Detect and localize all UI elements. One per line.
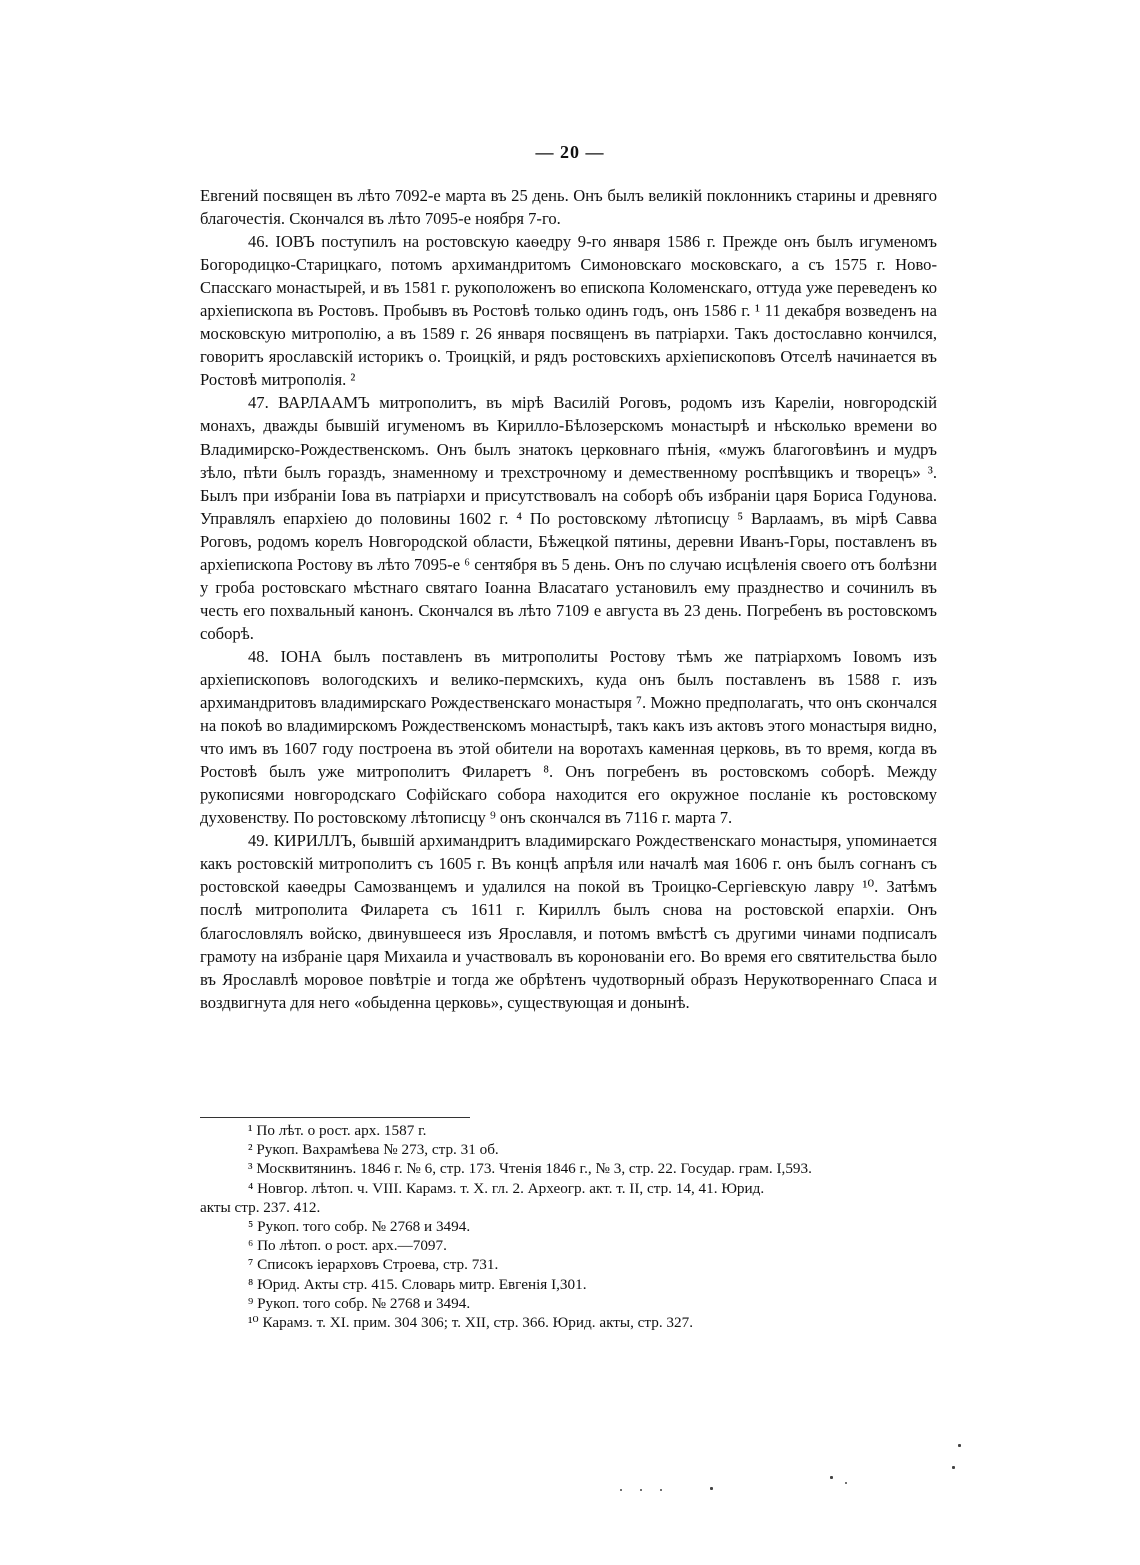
scan-speck (710, 1487, 713, 1490)
footnote-divider (200, 1117, 470, 1118)
main-text (200, 184, 937, 1014)
footnote-9: ⁹ Рукоп. того собр. № 2768 и 3494. (248, 1294, 471, 1312)
paragraph-varlaam: 47. ВАРЛААМЪ митрополитъ, въ мiрѣ Василiй Роговъ, родомъ изъ Карелiи, новгородскiй монахъ, дважды бывшiй игуменомъ въ Кирилло-Бѣлозерскомъ монастырѣ и нѣсколько времени во Владимирско-Рождественскомъ. Онъ былъ знатокъ церковнаго пѣнiя, «мужъ благоговѣинъ и мудръ зѣло, пѣти былъ гораздъ, знаменному и трехстрочному и демественному роспѣвщикъ и творецъ» ³. Былъ при избранiи Iова въ патрiархи и присутствовалъ на соборѣ объ избранiи царя Бориса Годунова. Управлялъ епархiею до половины 1602 г. ⁴ По ростовскому лѣтописцу ⁵ Варлаамъ, въ мiрѣ Савва Роговъ, родомъ корелъ Новгородской области, Бѣжецкой пятины, деревни Иванъ-Горы, поставленъ въ архiепископа Ростову въ лѣто 7095-е ⁶ сентября въ 5 день. Онъ по случаю исцѣленiя своего отъ болѣзни у гроба ростовскаго мѣстнаго святаго Iоанна Власатаго установилъ ему празднество и сочинилъ въ честь его похвальный канонъ. Скончался въ лѣто 7109 е августа въ 23 день. Погребенъ въ ростовскомъ соборѣ. (200, 393, 937, 643)
footnote-6: ⁶ По лѣтоп. о рост. арх.—7097. (248, 1237, 447, 1255)
scan-speck (620, 1489, 622, 1491)
paragraph-iov: 46. IОВЪ поступилъ на ростовскую каѳедру 9-го января 1586 г. Прежде онъ былъ игуменомъ Богородицко-Старицкаго, потомъ архимандритомъ Симоновскаго московскаго, а съ 1575 г. Ново-Спасскаго монастырей, и въ 1581 г. рукоположенъ во епископа Коломенскаго, оттуда уже переведенъ ко архiепископа въ Ростовъ. Пробывъ въ Ростовѣ только одинъ годъ, онъ 1586 г. ¹ 11 декабря возведенъ на московскую митрополiю, а въ 1589 г. 26 января посвященъ въ патрiархи. Такъ достославно кончился, говоритъ ярославскiй историкъ о. Троицкiй, и рядъ ростовскихъ архiепископовъ Отселѣ начинается въ Ростовѣ митрополiя. ² (200, 232, 937, 390)
footnote-5: ⁵ Рукоп. того собр. № 2768 и 3494. (248, 1218, 471, 1236)
page-number: — 20 — (535, 142, 605, 162)
paragraph-iona: 48. IОНА былъ поставленъ въ митрополиты Ростову тѣмъ же патрiархомъ Iовомъ изъ архiепископовъ вологодскихъ и велико-пермскихъ, куда онъ былъ поставленъ въ 1588 г. изъ архимандритовъ владимирскаго Рождественскаго монастыря ⁷. Можно предполагать, что онъ скончался на покоѣ во владимирскомъ Рождественскомъ монастырѣ, такъ какъ изъ актовъ этого монастыря видно, что имъ въ 1607 году построена въ этой обители на воротахъ каменная церковь, въ то время, когда въ Ростовѣ былъ уже митрополитъ Филаретъ ⁸. Онъ погребенъ въ ростовскомъ соборѣ. Между рукописями новгородскаго Софiйскаго собора находится его окружное посланiе къ ростовскому духовенству. По ростовскому лѣтописцу ⁹ онъ скончался въ 7116 г. марта 7. (200, 646, 937, 828)
footnote-4-continued: акты стр. 237. 412. (200, 1198, 321, 1216)
footnote-8: ⁸ Юрид. Акты стр. 415. Словарь митр. Евгенiя I,301. (248, 1275, 587, 1293)
footnote-10: ¹⁰ Карамз. т. XI. прим. 304 306; т. XII, стр. 366. Юрид. акты, стр. 327. (248, 1314, 694, 1332)
paragraph-evgeniy-end: Евгений посвящен въ лѣто 7092-е марта въ 25 день. Онъ былъ великiй поклонникъ старины и древняго благочестiя. Скончался въ лѣто 7095-е ноября 7-го. (200, 186, 937, 229)
scan-specks (600, 1440, 980, 1500)
scan-speck (640, 1489, 642, 1491)
scan-speck (660, 1489, 662, 1491)
scan-speck (952, 1466, 955, 1469)
footnote-1: ¹ По лѣт. о рост. арх. 1587 г. (248, 1122, 427, 1139)
footnote-4: ⁴ Новгор. лѣтоп. ч. VIII. Карамз. т. X. гл. 2. Археогр. акт. т. II, стр. 14, 41. Юрид. (248, 1179, 765, 1197)
scan-speck (845, 1482, 847, 1484)
scan-speck (958, 1444, 961, 1447)
footnote-7: ⁷ Списокъ iерарховъ Строева, стр. 731. (248, 1256, 499, 1274)
footnote-2: ² Рукоп. Вахрамѣева № 273, стр. 31 об. (248, 1141, 499, 1159)
footnote-3: ³ Москвитянинъ. 1846 г. № 6, стр. 173. Чтенiя 1846 г., № 3, стр. 22. Государ. грам. I,593. (248, 1160, 812, 1178)
paragraph-kirill: 49. КИРИЛЛЪ, бывшiй архимандритъ владимирскаго Рождественскаго монастыря, упоминается какъ ростовскiй митрополитъ съ 1605 г. Въ концѣ апрѣля или началѣ мая 1606 г. онъ былъ согнанъ съ ростовской каѳедры Самозванцемъ и удалился на покой въ Троицко-Сергiевскую лавру ¹⁰. Затѣмъ послѣ митрополита Филарета съ 1611 г. Кириллъ былъ снова на ростовской епархiи. Онъ благословлялъ войско, двинувшееся изъ Ярославля, и потомъ вмѣстѣ съ другими чинами подписалъ грамоту на избранiе царя Михаила и участвовалъ въ коронованiи его. Во время его святительства было въ Ярославлѣ моровое повѣтрiе и тогда же обрѣтенъ чудотворный образъ Нерукотвореннаго Спаса и воздвигнута для него «обыденна церковь», существующая и донынѣ. (200, 831, 937, 1012)
footnotes (200, 1121, 937, 1332)
scan-speck (830, 1476, 833, 1479)
